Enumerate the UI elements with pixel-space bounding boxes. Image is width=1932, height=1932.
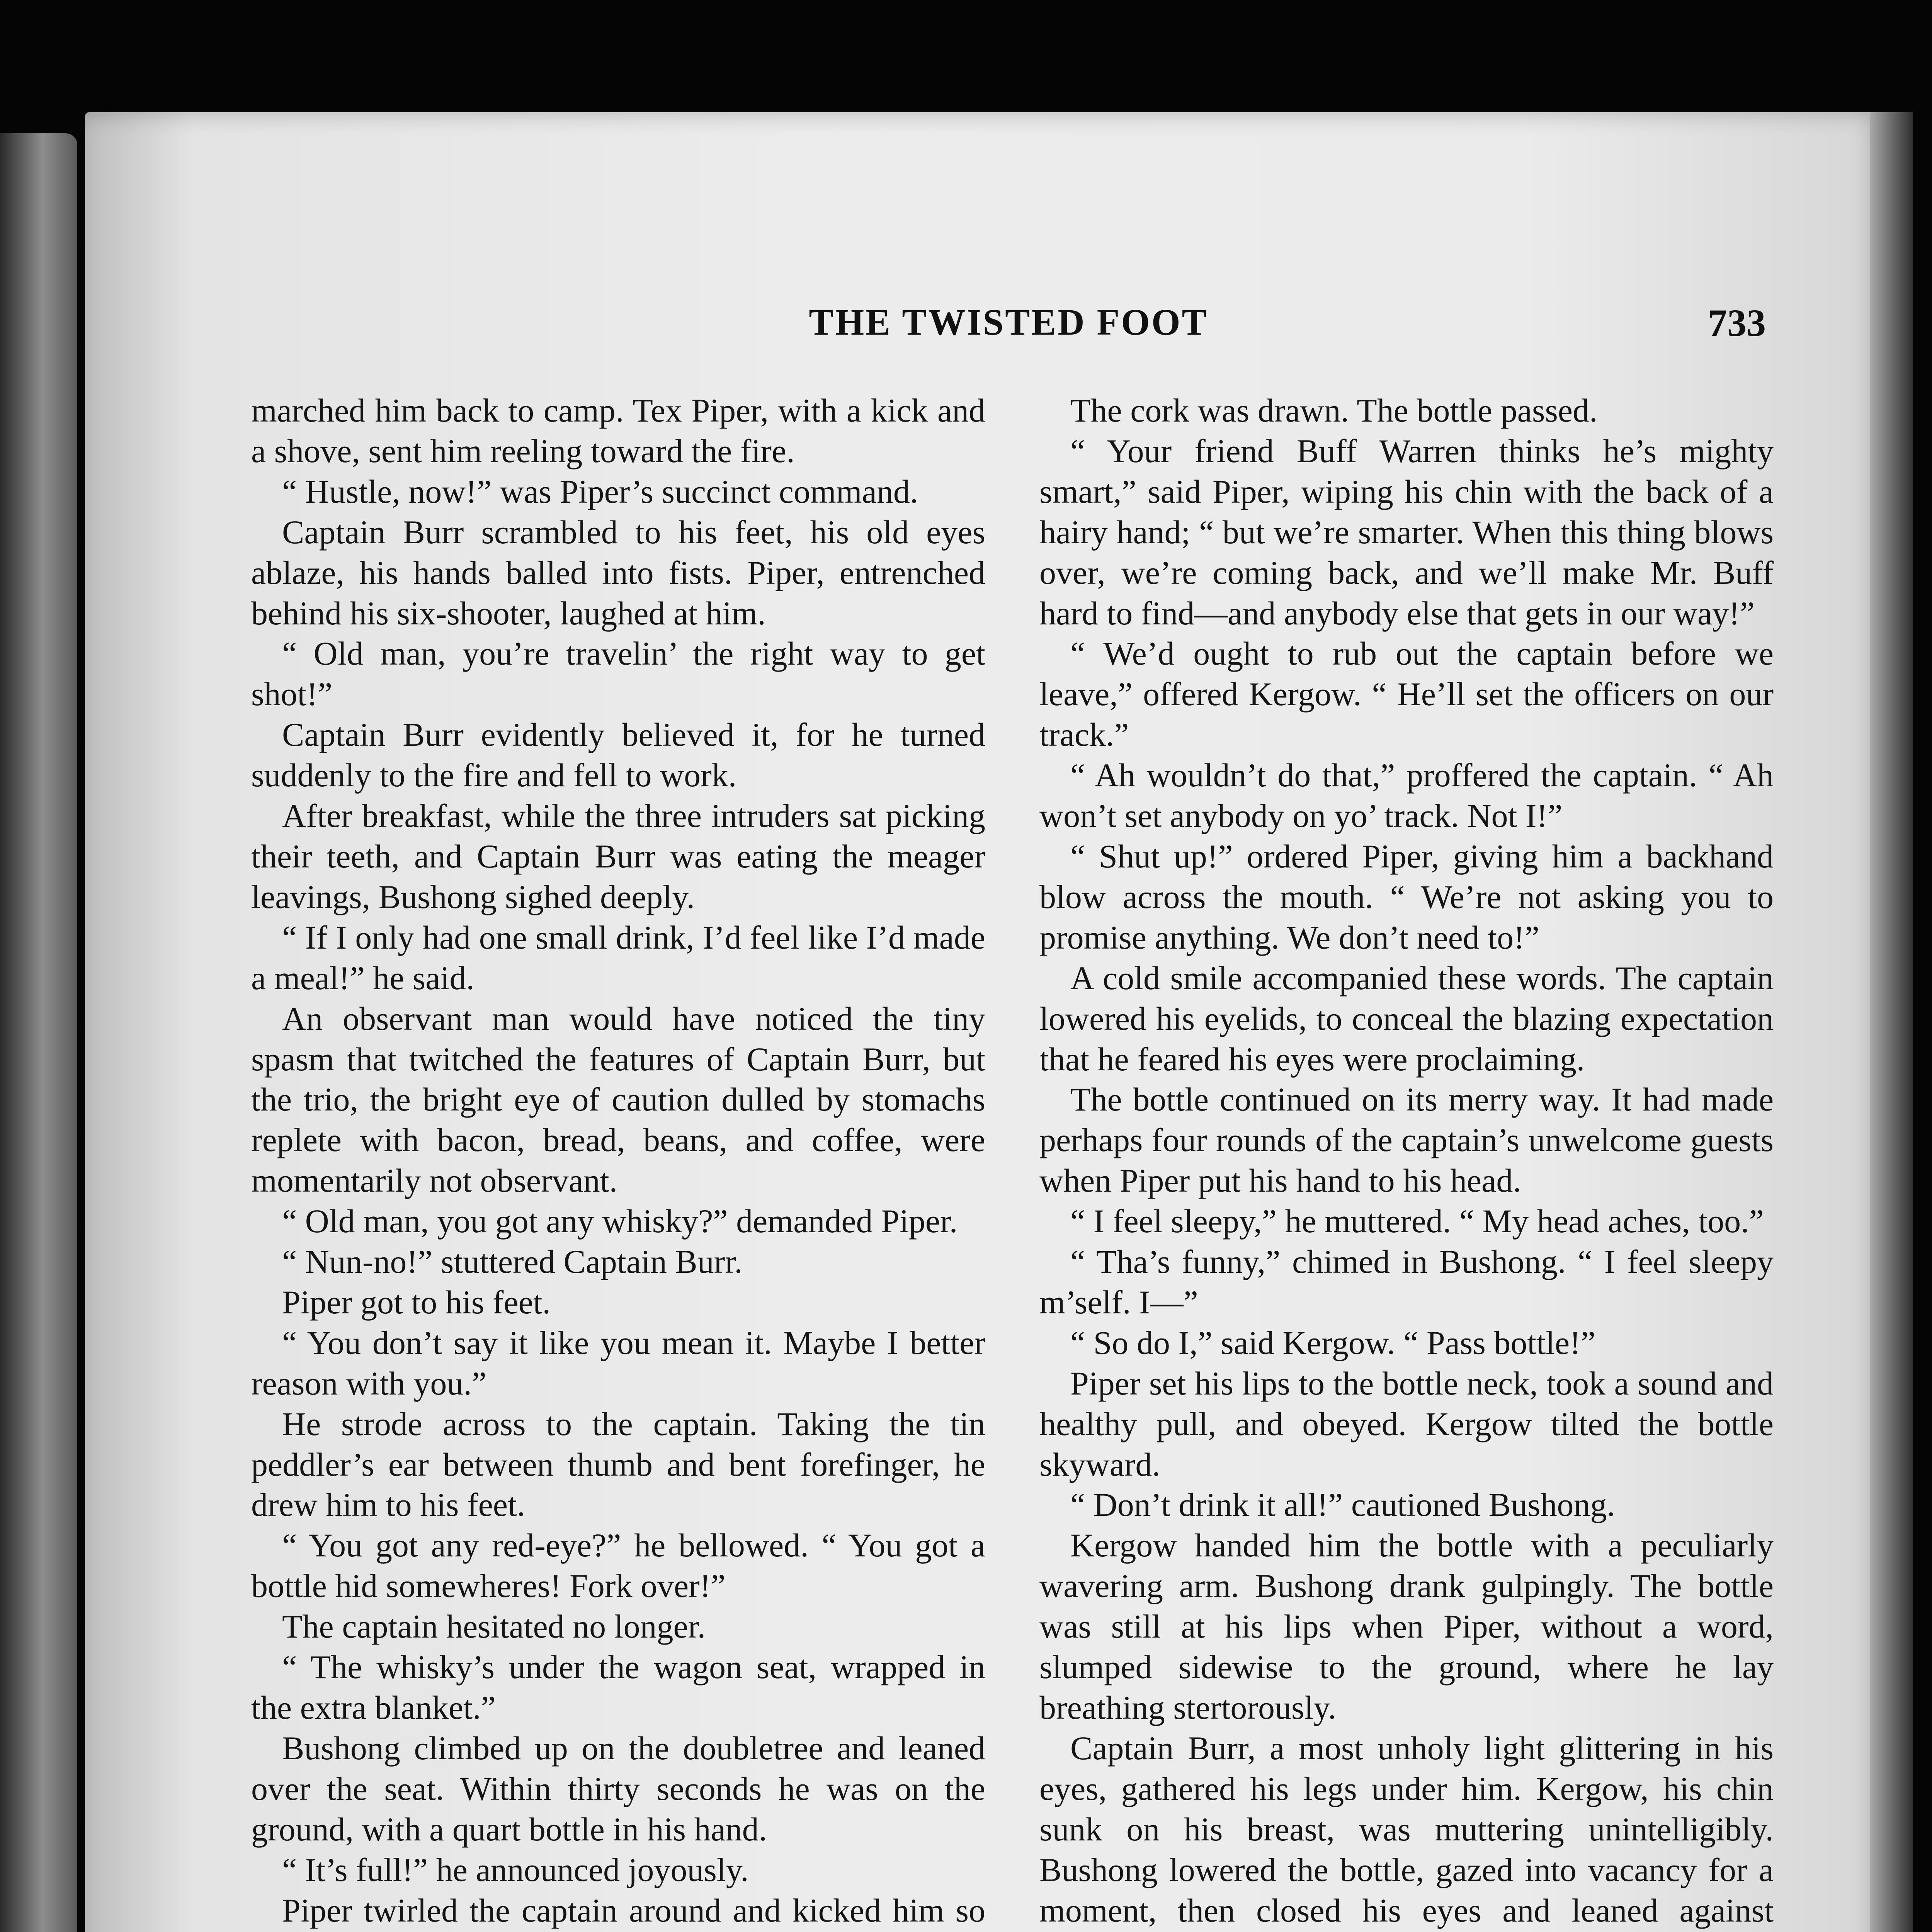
paragraph: Piper set his lips to the bottle neck, took a sound and healthy pull, and obeyed. Kergow tilted the bottle skyward. xyxy=(1039,1364,1774,1483)
paragraph: “ Ah wouldn’t do that,” proffered the captain. “ Ah won’t set anybody on yo’ track. Not I!” xyxy=(1039,757,1774,835)
paragraph: “ If I only had one small drink, I’d feel like I’d made a meal!” he said. xyxy=(251,918,985,997)
paragraph: “ Your friend Buff Warren thinks he’s mighty smart,” said Piper, wiping his chin with the back of a hairy hand; “ but we’re smarter. When this thing blows over, we’re coming back, and we’ll make Mr. Buff hard to find—and anybody else that gets in our way!” xyxy=(1039,432,1774,632)
page-edge-shadow xyxy=(1870,112,1913,1932)
paragraph: “ We’d ought to rub out the captain before we leave,” offered Kergow. “ He’ll set the officers on our track.” xyxy=(1039,635,1774,753)
paragraph: A cold smile accompanied these words. The captain lowered his eyelids, to conceal the blazing expectation that he feared his eyes were proclaiming. xyxy=(1039,959,1774,1078)
paragraph: “ Old man, you’re travelin’ the right way to get shot!” xyxy=(251,635,985,713)
paragraph: “ Don’t drink it all!” cautioned Bushong. xyxy=(1070,1486,1615,1524)
paragraph: “ I feel sleepy,” he muttered. “ My head aches, too.” xyxy=(1070,1202,1764,1240)
paragraph: “ Nun-no!” stuttered Captain Burr. xyxy=(282,1243,743,1281)
paragraph: “ Hustle, now!” was Piper’s succinct command. xyxy=(282,473,918,510)
paragraph: “ So do I,” said Kergow. “ Pass bottle!” xyxy=(1070,1324,1595,1361)
left-column xyxy=(251,390,985,1932)
paragraph: Piper twirled the captain around and kicked him so xyxy=(282,1891,985,1929)
paragraph: Bushong climbed up on the doubletree and leaned over the seat. Within thirty seconds he was on the ground, with a quart bottle in his hand. xyxy=(251,1729,985,1848)
paragraph: The cork was drawn. The bottle passed. xyxy=(1070,392,1598,429)
facing-page-edge xyxy=(0,133,77,1932)
paragraph: He strode across to the captain. Taking the tin peddler’s ear between thumb and bent forefinger, he drew him to his feet. xyxy=(251,1405,985,1524)
paragraph: “ Old man, you got any whisky?” demanded Piper. xyxy=(282,1202,958,1240)
paragraph: Captain Burr scrambled to his feet, his old eyes ablaze, his hands balled into fists. Piper, entrenched behind his six-shooter, laughed at him. xyxy=(251,513,985,632)
right-column xyxy=(1039,390,1774,1932)
paragraph: “ It’s full!” he announced joyously. xyxy=(282,1851,749,1888)
paragraph: “ Shut up!” ordered Piper, giving him a backhand blow across the mouth. “ We’re not asking you to promise anything. We don’t need to!” xyxy=(1039,837,1774,956)
paragraph: Piper got to his feet. xyxy=(282,1283,551,1321)
running-title: THE TWISTED FOOT xyxy=(809,301,1208,343)
paragraph: Captain Burr evidently believed it, for he turned suddenly to the fire and fell to work. xyxy=(251,716,985,794)
paragraph: “ You don’t say it like you mean it. Maybe I better reason with you.” xyxy=(251,1324,985,1402)
paragraph: “ You got any red-eye?” he bellowed. “ You got a bottle hid somewheres! Fork over!” xyxy=(251,1527,985,1605)
paragraph: Captain Burr, a most unholy light glittering in his eyes, gathered his legs under him. Kergow, his chin sunk on his breast, was muttering unintelligibly. Bushong lowered the bottle, gazed into vacancy for a moment, then closed his eyes and leaned against xyxy=(1039,1729,1774,1929)
paragraph: The bottle continued on its merry way. It had made perhaps four rounds of the captain’s unwelcome guests when Piper put his hand to his head. xyxy=(1039,1081,1774,1199)
paragraph: marched him back to camp. Tex Piper, with a kick and a shove, sent him reeling toward the fire. xyxy=(251,392,985,469)
paragraph: The captain hesitated no longer. xyxy=(282,1608,706,1645)
paragraph: After breakfast, while the three intruders sat picking their teeth, and Captain Burr was eating the meager leavings, Bushong sighed deeply. xyxy=(251,797,985,915)
paragraph: Kergow handed him the bottle with a peculiarly wavering arm. Bushong drank gulpingly. The bottle was still at his lips when Piper, without a word, slumped sidewise to the ground, where he lay breathing stertorously. xyxy=(1039,1527,1774,1726)
paragraph: “ Tha’s funny,” chimed in Bushong. “ I feel sleepy m’self. I—” xyxy=(1039,1243,1774,1321)
page-number: 733 xyxy=(1708,301,1766,344)
paragraph: An observant man would have noticed the tiny spasm that twitched the features of Captain Burr, but the trio, the bright eye of caution dulled by stomachs replete with bacon, bread, beans, and coffee, were momentarily not observant. xyxy=(251,1000,985,1199)
running-head xyxy=(251,301,1766,347)
paragraph: “ The whisky’s under the wagon seat, wrapped in the extra blanket.” xyxy=(251,1648,985,1726)
